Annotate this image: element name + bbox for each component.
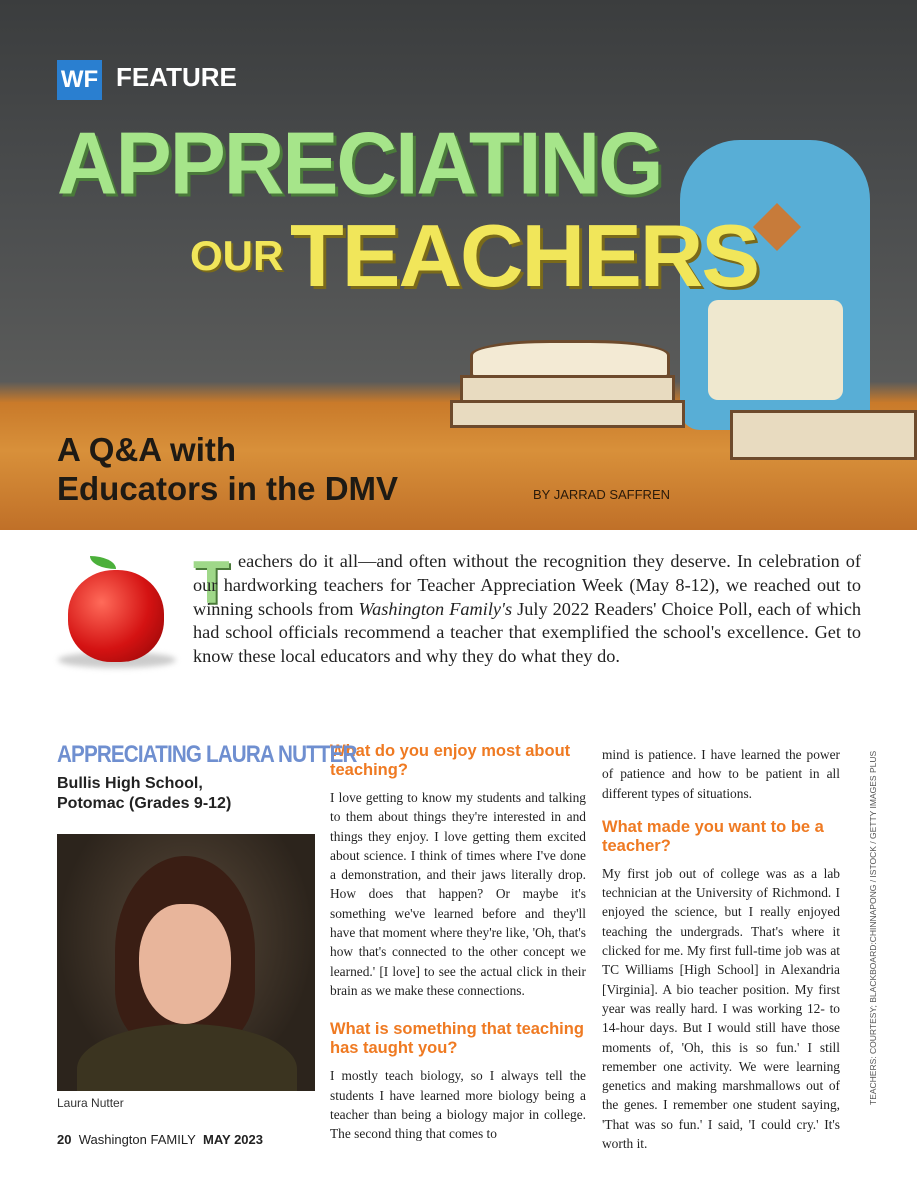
qa-column-3	[602, 745, 840, 1153]
profile-heading: APPRECIATING LAURA NUTTER	[57, 741, 357, 768]
subtitle	[57, 430, 398, 508]
wf-logo: WF	[57, 60, 102, 100]
question-2: What is something that teaching has taught you?	[330, 1020, 584, 1058]
photo-caption: Laura Nutter	[57, 1096, 124, 1110]
issue-date: MAY 2023	[203, 1132, 263, 1147]
intro-text: eachers do it all—and often without the recognition they deserve. In celebration of our hardworking teachers for Teacher Appreciation Week (May 8-12), we reached out to winning schools from	[193, 551, 861, 619]
apple-leaf-icon	[90, 556, 116, 569]
teacher-photo	[57, 834, 315, 1091]
intro-publication: Washington Family's	[358, 598, 513, 619]
title-our: OUR	[190, 232, 284, 279]
answer-2-continued: mind is patience. I have learned the power of patience and how to be patient in all different types of situations.	[602, 747, 840, 801]
hero-image	[0, 0, 917, 530]
school-line1: Bullis High School,	[57, 775, 203, 792]
answer-1: I love getting to know my students and talking to them about things they're interested in and things they enjoy. I love getting them excited about science. I think of times where I've done a demonstration, and their jaws literally drop. How does that happen? Or maybe it's something we've learned before and they'll have that moment where they're like, 'Oh, that's how that's connected to the other concept we learned.' [I love] to see the actual click in their brain as we make these connections.	[330, 790, 586, 998]
answer-3: My first job out of college was as a lab technician at the University of Richmond. I enjoyed the science, but I really enjoyed teaching the undergrads. That's where it clicked for me. My first full-time job was at TC Williams [High School] in Alexandria [Virginia]. A bio teacher position. My first year was really hard. I was working 12- to 14-hour days. But I would still have those moments of, 'Oh, this is so fun.' I still remember one activity. We were learning genetics and making marshmallows out of the genes. I remember one student saying, 'That was so fun.' I said, 'I could cry.' It's worth it.	[602, 865, 840, 1152]
answer-2: I mostly teach biology, so I always tell the students I have learned more biology being a teacher than being a biology major in college. The second thing that comes to	[330, 1068, 586, 1142]
question-3: What made you want to be a teacher?	[602, 817, 824, 855]
school-line2: Potomac (Grades 9-12)	[57, 795, 232, 812]
page-footer	[57, 1132, 263, 1147]
drop-cap: T	[193, 549, 230, 616]
page-number: 20	[57, 1132, 72, 1147]
title-line1: APPRECIATING	[57, 113, 662, 213]
publication-name: Washington FAMILY	[78, 1132, 196, 1147]
subtitle-line2: Educators in the DMV	[57, 470, 399, 507]
title-teachers: TEACHERS	[290, 206, 759, 305]
qa-column-2	[330, 742, 586, 1143]
profile-column	[57, 741, 357, 814]
photo-credit: TEACHERS: COURTESY; BLACKBOARD:CHINNAPONG / ISTOCK / GETTY IMAGES PLUS	[868, 750, 878, 1105]
section-label: FEATURE	[116, 62, 237, 92]
intro-text-rest: July 2022 Readers' Choice Poll, each of which had school officials recommend a teacher that exemplified the school's excellence. Get to know these local educators and why they do what they do.	[193, 598, 862, 667]
question-1: What do you enjoy most about teaching?	[330, 742, 571, 779]
byline: BY JARRAD SAFFREN	[533, 487, 671, 502]
subtitle-line1: A Q&A with	[57, 431, 237, 468]
book-stack-right	[730, 410, 917, 460]
books-illustration	[450, 330, 690, 450]
intro-paragraph	[193, 550, 861, 669]
apple-icon	[68, 570, 164, 662]
